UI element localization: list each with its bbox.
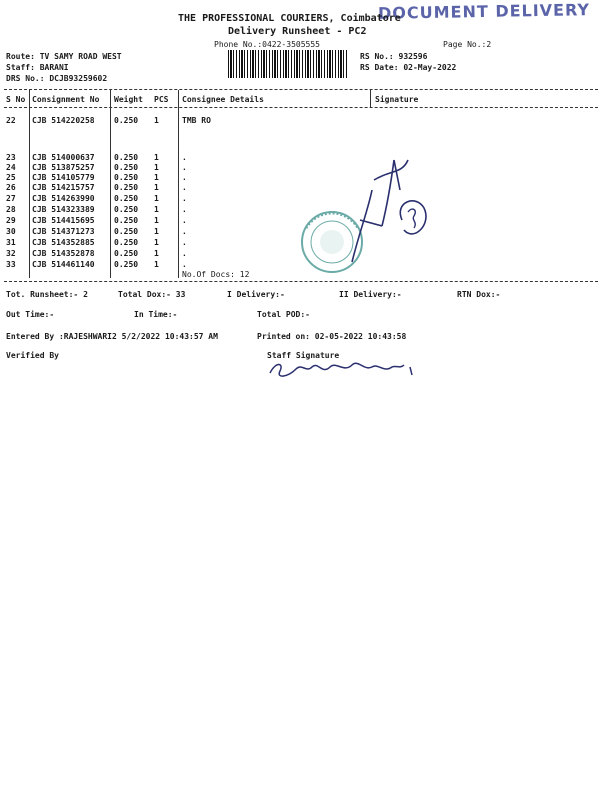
row-pcs: 1 (154, 205, 159, 214)
row-pcs: 1 (154, 183, 159, 192)
row-sno: 25 (6, 173, 16, 182)
row-consignment: CJB 514461140 (32, 260, 95, 269)
row-consignee: . (182, 216, 187, 225)
row-consignment: CJB 514415695 (32, 216, 95, 225)
row-sno: 33 (6, 260, 16, 269)
row-weight: 0.250 (114, 216, 139, 225)
total-pod: Total POD:- (257, 310, 310, 319)
table-top-rule (4, 89, 598, 90)
route-label: Route: TV SAMY ROAD WEST (6, 52, 122, 61)
staff-label: Staff: BARANI (6, 63, 69, 72)
drs-number: DRS No.: DCJB93259602 (6, 74, 108, 83)
row-weight: 0.250 (114, 183, 139, 192)
row-weight: 0.250 (114, 153, 139, 162)
header-pcs: PCS (154, 95, 169, 104)
row-pcs: 1 (154, 249, 159, 258)
row-consignee: . (182, 173, 187, 182)
row-sno: 27 (6, 194, 16, 203)
barcode (228, 50, 348, 78)
number-of-docs: No.Of Docs: 12 (182, 270, 250, 279)
table-header (0, 95, 600, 105)
header-sno: S No (6, 95, 26, 104)
row-sno: 23 (6, 153, 16, 162)
row-sno: 32 (6, 249, 16, 258)
row-consignee: TMB RO (182, 116, 211, 125)
rtn-dox: RTN Dox:- (457, 290, 501, 299)
table-row (0, 116, 600, 126)
row-consignee: . (182, 227, 187, 236)
row-sno: 26 (6, 183, 16, 192)
row-pcs: 1 (154, 194, 159, 203)
row-consignee: . (182, 183, 187, 192)
staff-signature-label: Staff Signature (267, 351, 340, 360)
total-dox: Total Dox:- 33 (118, 290, 186, 299)
total-runsheet: Tot. Runsheet:- 2 (6, 290, 88, 299)
row-sno: 22 (6, 116, 16, 125)
row-consignee: . (182, 194, 187, 203)
phone-number: Phone No.:0422-3505555 (214, 40, 320, 49)
row-pcs: 1 (154, 173, 159, 182)
handwritten-numeral (408, 209, 415, 228)
header-signature: Signature (375, 95, 419, 104)
row-consignment: CJB 514323389 (32, 205, 95, 214)
page-number: Page No.:2 (443, 40, 492, 49)
row-sno: 28 (6, 205, 16, 214)
out-time: Out Time:- (6, 310, 55, 319)
row-weight: 0.250 (114, 173, 139, 182)
row-weight: 0.250 (114, 227, 139, 236)
row-weight: 0.250 (114, 116, 139, 125)
ii-delivery: II Delivery:- (339, 290, 402, 299)
row-weight: 0.250 (114, 260, 139, 269)
rs-number: RS No.: 932596 (360, 52, 428, 61)
row-consignment: CJB 513875257 (32, 163, 95, 172)
staff-handwritten-signature (266, 355, 426, 383)
row-pcs: 1 (154, 260, 159, 269)
row-weight: 0.250 (114, 163, 139, 172)
row-weight: 0.250 (114, 238, 139, 247)
row-consignee: . (182, 260, 187, 269)
runsheet-subtitle: Delivery Runsheet - PC2 (228, 26, 367, 37)
row-weight: 0.250 (114, 249, 139, 258)
row-sno: 29 (6, 216, 16, 225)
row-consignee: . (182, 163, 187, 172)
row-consignee: . (182, 238, 187, 247)
row-consignment: CJB 514105779 (32, 173, 95, 182)
row-pcs: 1 (154, 116, 159, 125)
row-pcs: 1 (154, 153, 159, 162)
header-consignee: Consignee Details (182, 95, 264, 104)
table-header-rule (4, 107, 598, 108)
row-pcs: 1 (154, 216, 159, 225)
row-consignment: CJB 514352885 (32, 238, 95, 247)
row-sno: 24 (6, 163, 16, 172)
row-weight: 0.250 (114, 194, 139, 203)
in-time: In Time:- (134, 310, 178, 319)
row-sno: 31 (6, 238, 16, 247)
i-delivery: I Delivery:- (227, 290, 285, 299)
row-consignment: CJB 514371273 (32, 227, 95, 236)
row-pcs: 1 (154, 163, 159, 172)
header-weight: Weight (114, 95, 143, 104)
verified-by: Verified By (6, 351, 59, 360)
row-pcs: 1 (154, 238, 159, 247)
row-consignment: CJB 514000637 (32, 153, 95, 162)
row-consignee: . (182, 205, 187, 214)
row-consignment: CJB 514215757 (32, 183, 95, 192)
row-consignment: CJB 514352878 (32, 249, 95, 258)
row-consignment: CJB 514220258 (32, 116, 95, 125)
row-consignment: CJB 514263990 (32, 194, 95, 203)
printed-on: Printed on: 02-05-2022 10:43:58 (257, 332, 407, 341)
entered-by: Entered By :RAJESHWARI2 5/2/2022 10:43:57 AM (6, 332, 218, 341)
document-delivery-stamp: DOCUMENT DELIVERY (377, 0, 591, 23)
header-consignment: Consignment No (32, 95, 100, 104)
row-consignee: . (182, 249, 187, 258)
round-seal-icon (302, 212, 362, 272)
row-consignee: . (182, 153, 187, 162)
company-title: THE PROFESSIONAL COURIERS, Coimbatore (178, 13, 401, 24)
row-sno: 30 (6, 227, 16, 236)
rs-date: RS Date: 02-May-2022 (360, 63, 457, 72)
delivery-seal-and-signature (290, 150, 470, 290)
row-weight: 0.250 (114, 205, 139, 214)
row-pcs: 1 (154, 227, 159, 236)
